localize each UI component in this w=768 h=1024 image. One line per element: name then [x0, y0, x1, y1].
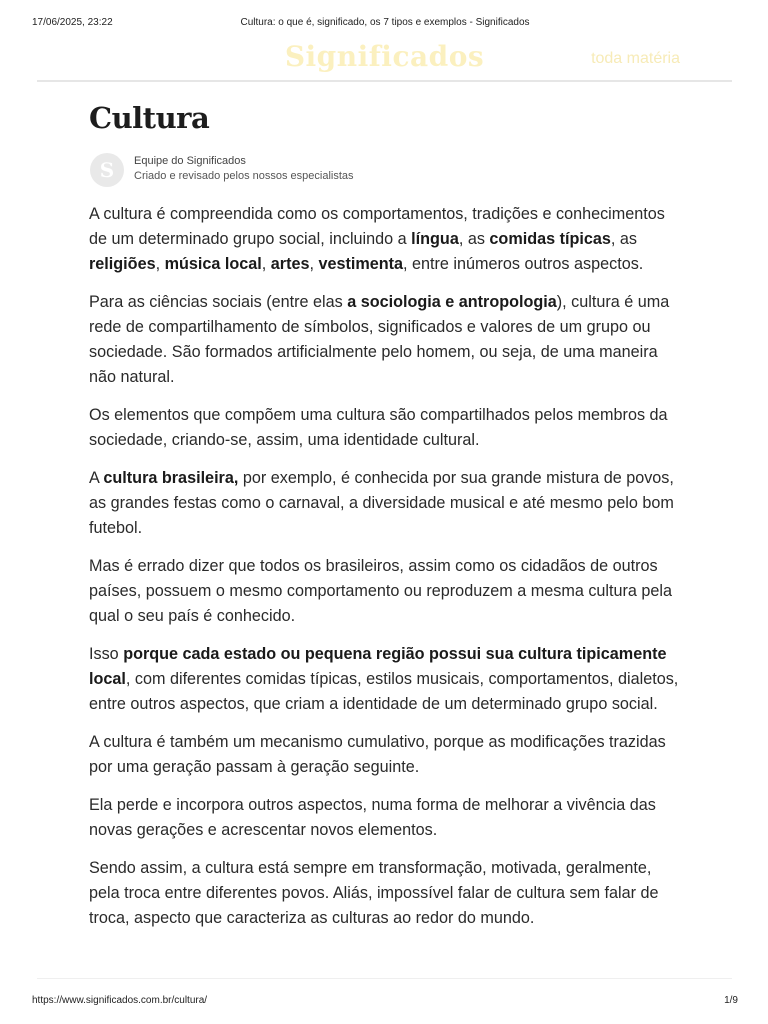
site-logo[interactable]: Significados — [284, 40, 485, 73]
article-paragraph: Ela perde e incorpora outros aspectos, numa forma de melhorar a vivência das novas gerações e acrescentar novos elementos. — [89, 796, 656, 839]
article-body — [89, 202, 685, 931]
print-document-title: Cultura: o que é, significado, os 7 tipos e exemplos - Significados — [240, 17, 530, 28]
author-avatar: S — [90, 153, 124, 187]
author-name[interactable]: Equipe do Significados — [134, 155, 246, 167]
article-paragraph: A cultura é também um mecanismo cumulativo, porque as modificações trazidas por uma geração passam à geração seguinte. — [89, 733, 666, 776]
article-paragraph: Sendo assim, a cultura está sempre em transformação, motivada, geralmente, pela troca entre diferentes povos. Aliás, impossível falar de cultura sem falar de troca, aspecto que caracteriza as culturas ao redor do mundo. — [89, 859, 659, 927]
partner-link-toda-materia[interactable]: toda matéria — [591, 50, 680, 67]
print-header — [32, 17, 738, 31]
print-footer — [32, 995, 738, 1009]
print-page-url: https://www.significados.com.br/cultura/ — [32, 995, 208, 1006]
footer-divider — [37, 978, 732, 979]
author-byline — [89, 150, 685, 190]
article-paragraph: Os elementos que compõem uma cultura são compartilhados pelos membros da sociedade, criando-se, assim, uma identidade cultural. — [89, 406, 668, 449]
article-title: Cultura — [89, 101, 210, 135]
article-paragraph: A cultura brasileira, por exemplo, é conhecida por sua grande mistura de povos, as grandes festas como o carnaval, a diversidade musical e até mesmo pelo bom futebol. — [89, 469, 674, 537]
print-page-indicator: 1/9 — [724, 995, 738, 1006]
site-header — [37, 38, 732, 82]
article-paragraph: A cultura é compreendida como os comportamentos, tradições e conhecimentos de um determinado grupo social, incluindo a língua, as comidas típicas, as religiões, música local, artes, vestimenta, entre inúmeros outros aspectos. — [89, 205, 665, 273]
author-role: Criado e revisado pelos nossos especialistas — [134, 170, 354, 182]
article-paragraph: Para as ciências sociais (entre elas a sociologia e antropologia), cultura é uma rede de compartilhamento de símbolos, significados e valores de um grupo ou sociedade. São formados artificialmente pelo homem, ou seja, de uma maneira não natural. — [89, 293, 670, 386]
article-paragraph: Isso porque cada estado ou pequena região possui sua cultura tipicamente local, com diferentes comidas típicas, estilos musicais, comportamentos, dialetos, entre outros aspectos, que criam a identidade de um determinado grupo social. — [89, 645, 679, 713]
print-datetime: 17/06/2025, 23:22 — [32, 17, 113, 28]
article — [89, 96, 685, 944]
article-paragraph: Mas é errado dizer que todos os brasileiros, assim como os cidadãos de outros países, possuem o mesmo comportamento ou reproduzem a mesma cultura pela qual o seu país é conhecido. — [89, 557, 673, 625]
